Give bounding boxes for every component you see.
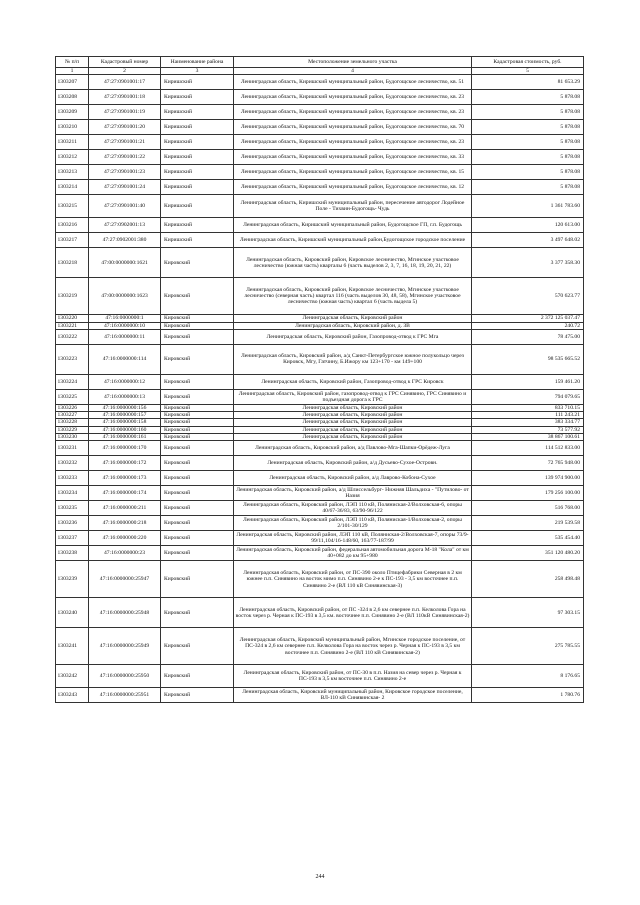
cell-location: Ленинградская область, Кировский муниципальный район, Мгинское городское поселение, от ПС-324 в 2,6 км севернее п.п. Келколова Гора на восток через р. Черная к ПС-193 в 3,5 км восточнее п.п. Синявино 2-е (ВЛ 110 кВ Синявинская-2) <box>234 628 472 665</box>
cell-cost: 219 539.58 <box>472 516 584 531</box>
cell-cadastral-number: 47:16:0000000:218 <box>89 516 161 531</box>
table-row <box>56 546 584 561</box>
cell-location: Ленинградская область, Киришский муниципальный район, Будогощское лесничество, кв. 23 <box>234 105 472 120</box>
cell-cadastral-number: 47:16:0000000:25949 <box>89 628 161 665</box>
cell-row-number: 1303209 <box>56 105 89 120</box>
table-row <box>56 278 584 315</box>
cell-row-number: 1303236 <box>56 516 89 531</box>
table-body <box>56 75 584 703</box>
header-cadastral-number: Кадастровый номер <box>89 57 161 68</box>
cadastral-table <box>55 56 584 703</box>
table-row <box>56 404 584 411</box>
table-row <box>56 441 584 456</box>
table-row <box>56 150 584 165</box>
cell-row-number: 1303219 <box>56 278 89 315</box>
table-row <box>56 419 584 426</box>
cell-district: Кировский <box>161 374 234 389</box>
table-row <box>56 315 584 322</box>
cell-row-number: 1303226 <box>56 404 89 411</box>
cell-row-number: 1303228 <box>56 419 89 426</box>
cell-row-number: 1303208 <box>56 90 89 105</box>
cell-cost: 1 361 783.60 <box>472 195 584 218</box>
cell-district: Киришский <box>161 218 234 233</box>
cell-cost: 275 785.55 <box>472 628 584 665</box>
cell-row-number: 1303221 <box>56 322 89 329</box>
cell-cost: 570 623.77 <box>472 278 584 315</box>
cell-cost: 2 372 125 037.47 <box>472 315 584 322</box>
cell-district: Кировский <box>161 665 234 688</box>
cell-cost: 1 780.76 <box>472 688 584 703</box>
cell-cost: 258 498.48 <box>472 561 584 598</box>
table-row <box>56 688 584 703</box>
cell-cadastral-number: 47:16:0000000:174 <box>89 486 161 501</box>
cell-location: Ленинградская область, Кировский район, ЛЭП 110 кВ, Поляниская-2/Волховская-6, опоры 40/67-36/83, 63/90-96/122 <box>234 501 472 516</box>
cell-location: Ленинградская область, Киришский муниципальный район, Будогощское лесничество, кв. 51 <box>234 75 472 90</box>
cell-cost: 5 878.08 <box>472 165 584 180</box>
table-row <box>56 426 584 433</box>
cell-cadastral-number: 47:27:0901001:19 <box>89 105 161 120</box>
cell-cadastral-number: 47:16:0000000:158 <box>89 419 161 426</box>
cell-cadastral-number: 47:27:0902001:380 <box>89 233 161 248</box>
cell-row-number: 1303233 <box>56 471 89 486</box>
cell-district: Кировский <box>161 628 234 665</box>
cell-cadastral-number: 47:27:0901001:22 <box>89 150 161 165</box>
table-row <box>56 233 584 248</box>
cell-district: Киришский <box>161 105 234 120</box>
cell-cost: 114 512 833.00 <box>472 441 584 456</box>
cell-cadastral-number: 47:16:0000000:23 <box>89 546 161 561</box>
cell-cadastral-number: 47:27:0902001:13 <box>89 218 161 233</box>
cell-location: Ленинградская область, Кировский район, ЛЭП 110 кВ, Поляниская-2/Волховская-7, опоры 73/9-99/11,104/16-148/60, 163/77-187/99 <box>234 531 472 546</box>
cell-location: Ленинградская область, Кировский район, д. ЗВ <box>234 322 472 329</box>
table-row <box>56 322 584 329</box>
cell-cost: 73 577.92 <box>472 426 584 433</box>
cell-cost: 794 079.65 <box>472 389 584 404</box>
cell-cadastral-number: 47:00:0000000:1623 <box>89 278 161 315</box>
cell-cost: 516 768.00 <box>472 501 584 516</box>
table-row <box>56 344 584 374</box>
table-row <box>56 412 584 419</box>
cell-cadastral-number: 47:16:0000000:220 <box>89 531 161 546</box>
cell-row-number: 1303216 <box>56 218 89 233</box>
cell-cadastral-number: 47:16:0000000:170 <box>89 441 161 456</box>
cell-cost: 78 475.00 <box>472 329 584 344</box>
cell-cost: 833 710.15 <box>472 404 584 411</box>
cell-row-number: 1303231 <box>56 441 89 456</box>
header-cost: Кадастровая стоимость, руб. <box>472 57 584 68</box>
cell-row-number: 1303243 <box>56 688 89 703</box>
cell-row-number: 1303217 <box>56 233 89 248</box>
cell-cost: 159 461.20 <box>472 374 584 389</box>
table-row <box>56 434 584 441</box>
cell-cost: 351 120 480.20 <box>472 546 584 561</box>
cell-cadastral-number: 47:16:0000000:13 <box>89 389 161 404</box>
cell-cost: 3 497 648.02 <box>472 233 584 248</box>
cell-location: Ленинградская область, Кировский район <box>234 419 472 426</box>
cell-district: Кировский <box>161 598 234 628</box>
cell-cadastral-number: 47:16:0000000:157 <box>89 412 161 419</box>
cell-district: Кировский <box>161 426 234 433</box>
table-row <box>56 218 584 233</box>
cell-location: Ленинградская область, Кировский район, а/д Лаврово-Кобона-Сухое <box>234 471 472 486</box>
table-row <box>56 501 584 516</box>
cell-location: Ленинградская область, Кировский район <box>234 434 472 441</box>
cell-location: Ленинградская область, Киришский муниципальный район, Будогощское ГП, г.п. Будогощь <box>234 218 472 233</box>
cell-cadastral-number: 47:16:0000000:114 <box>89 344 161 374</box>
cell-row-number: 1303211 <box>56 135 89 150</box>
cell-row-number: 1303222 <box>56 329 89 344</box>
column-number: 3 <box>161 68 234 75</box>
table-row <box>56 389 584 404</box>
cell-cadastral-number: 47:27:0901001:17 <box>89 75 161 90</box>
cell-cadastral-number: 47:16:0000000:1 <box>89 315 161 322</box>
cell-row-number: 1303207 <box>56 75 89 90</box>
cell-location: Ленинградская область, Кировский район <box>234 404 472 411</box>
cell-district: Киришский <box>161 195 234 218</box>
table-row <box>56 598 584 628</box>
cell-district: Кировский <box>161 434 234 441</box>
cell-district: Киришский <box>161 180 234 195</box>
page-number: 244 <box>315 874 325 880</box>
cell-location: Ленинградская область, Кировский район, от ПС-390 около Птицефабрики Северная в 2 км южнее п.п. Синявино на восток мимо п.п. Синявино 2-е к ПС-193 - 3,5 км восточнее п.п. Синявино 2-е (ВЛ 110 кВ Синявинская-3) <box>234 561 472 598</box>
cell-location: Ленинградская область, Кировский район, Кировское лесничество, Мгинское участковое лесничество (северная часть) квартал 116 (часть выделов 30, 48, 58), Мгинское участковое лесничество (южная часть) квартал 6 (часть выдела 5) <box>234 278 472 315</box>
table-row <box>56 561 584 598</box>
cell-cadastral-number: 47:27:0901001:23 <box>89 165 161 180</box>
cell-cadastral-number: 47:16:0000000:211 <box>89 501 161 516</box>
cell-location: Ленинградская область, Кировский муниципальный район, Кировское городское поселение, ВЛ-110 кВ Синявинская- 2 <box>234 688 472 703</box>
cell-row-number: 1303235 <box>56 501 89 516</box>
cell-cadastral-number: 47:16:0000000:10 <box>89 322 161 329</box>
cell-row-number: 1303232 <box>56 456 89 471</box>
cell-cost: 179 256 100.00 <box>472 486 584 501</box>
cell-cost: 5 878.08 <box>472 105 584 120</box>
cell-row-number: 1303239 <box>56 561 89 598</box>
table-row <box>56 486 584 501</box>
cell-location: Ленинградская область, Кировский район, а/д Санкт-Петербургское южное полукольцо через Кировск, Мгу, Гатчину, Б.Ижору км 123+170 - км 149+100 <box>234 344 472 374</box>
table-row <box>56 90 584 105</box>
cell-cost: 240.72 <box>472 322 584 329</box>
table-row <box>56 665 584 688</box>
cell-district: Кировский <box>161 404 234 411</box>
table-header-row <box>56 57 584 68</box>
table-row <box>56 456 584 471</box>
cell-row-number: 1303242 <box>56 665 89 688</box>
table-row <box>56 628 584 665</box>
cell-district: Кировский <box>161 322 234 329</box>
column-number: 5 <box>472 68 584 75</box>
cell-location: Ленинградская область, Кировский район, Газопровод-отвод к ГРС Мга <box>234 329 472 344</box>
cell-district: Киришский <box>161 135 234 150</box>
cell-row-number: 1303210 <box>56 120 89 135</box>
table-row <box>56 135 584 150</box>
cell-cadastral-number: 47:16:0000000:172 <box>89 456 161 471</box>
cell-district: Киришский <box>161 90 234 105</box>
cell-cost: 98 535 665.52 <box>472 344 584 374</box>
cell-location: Ленинградская область, Кировский район <box>234 315 472 322</box>
cell-location: Ленинградская область, Кировский район, газопровод-отвод к ГРС Синявино, ГРС Синявино и подъездная дорога к ГРС <box>234 389 472 404</box>
cell-row-number: 1303212 <box>56 150 89 165</box>
cell-row-number: 1303224 <box>56 374 89 389</box>
table-row <box>56 180 584 195</box>
table-row <box>56 120 584 135</box>
cell-location: Ленинградская область, Киришский муниципальный район, Будогощское лесничество, кв. 70 <box>234 120 472 135</box>
column-number: 1 <box>56 68 89 75</box>
cell-cadastral-number: 47:16:0000000:161 <box>89 434 161 441</box>
cell-row-number: 1303230 <box>56 434 89 441</box>
cell-district: Кировский <box>161 315 234 322</box>
cell-location: Ленинградская область, Киришский муниципальный район, Будогощское лесничество, кв. 23 <box>234 135 472 150</box>
cell-district: Кировский <box>161 546 234 561</box>
cell-row-number: 1303238 <box>56 546 89 561</box>
cell-cost: 535 454.40 <box>472 531 584 546</box>
cell-district: Киришский <box>161 120 234 135</box>
cell-location: Ленинградская область, Кировский район, Кировское лесничество, Мгинское участковое лесничество (южная часть) кварталы 6 (часть выделов 2, 3, 7, 16, 18, 19, 20, 21, 22) <box>234 248 472 278</box>
cell-location: Ленинградская область, Киришский муниципальный район,Будогощское городское поселение <box>234 233 472 248</box>
cell-district: Кировский <box>161 456 234 471</box>
cell-cost: 81 653.29 <box>472 75 584 90</box>
column-number-row <box>56 68 584 75</box>
document-page <box>55 56 583 703</box>
cell-location: Ленинградская область, Кировский район <box>234 412 472 419</box>
cell-row-number: 1303220 <box>56 315 89 322</box>
cell-cost: 111 243.21 <box>472 412 584 419</box>
cell-cadastral-number: 47:16:0000000:25948 <box>89 598 161 628</box>
cell-cadastral-number: 47:27:0901001:18 <box>89 90 161 105</box>
cell-row-number: 1303227 <box>56 412 89 419</box>
cell-row-number: 1303237 <box>56 531 89 546</box>
table-row <box>56 531 584 546</box>
cell-district: Кировский <box>161 329 234 344</box>
cell-cost: 5 878.08 <box>472 90 584 105</box>
cell-row-number: 1303213 <box>56 165 89 180</box>
header-location: Местоположение земельного участка <box>234 57 472 68</box>
cell-cost: 139 974 900.00 <box>472 471 584 486</box>
cell-location: Ленинградская область, Кировский район, а/д Павлово-Мга-Шапки-Орёдеж-Луга <box>234 441 472 456</box>
cell-cost: 5 878.08 <box>472 135 584 150</box>
cell-cost: 5 878.08 <box>472 120 584 135</box>
table-row <box>56 329 584 344</box>
cell-cadastral-number: 47:00:0000000:1621 <box>89 248 161 278</box>
cell-cost: 38 867 100.61 <box>472 434 584 441</box>
cell-cadastral-number: 47:16:0000000:11 <box>89 329 161 344</box>
cell-row-number: 1303229 <box>56 426 89 433</box>
cell-district: Кировский <box>161 441 234 456</box>
cell-cadastral-number: 47:16:0000000:160 <box>89 426 161 433</box>
cell-location: Ленинградская область, Киришский муниципальный район, Будогощское лесничество, кв. 33 <box>234 150 472 165</box>
cell-cost: 383 334.77 <box>472 419 584 426</box>
cell-cadastral-number: 47:27:0901001:40 <box>89 195 161 218</box>
cell-district: Кировский <box>161 471 234 486</box>
cell-cadastral-number: 47:16:0000000:25950 <box>89 665 161 688</box>
cell-location: Ленинградская область, Кировский район, от ПС -324 в 2,6 км севернее п.п. Келколова Гора на восток через р. Черная к ПС-193 в 3,5 км. восточнее п.п. Синявино 2-е (ВЛ 110кВ Синявинская-2) <box>234 598 472 628</box>
cell-district: Киришский <box>161 150 234 165</box>
cell-location: Ленинградская область, Кировский район, от ПС-30 в п.п. Назия на север через р. Черная к ПС-193 в 3,5 км восточнее п.п. Синявино 2-е <box>234 665 472 688</box>
cell-cadastral-number: 47:16:0000000:12 <box>89 374 161 389</box>
cell-cost: 97 303.15 <box>472 598 584 628</box>
cell-row-number: 1303225 <box>56 389 89 404</box>
cell-cadastral-number: 47:16:0000000:173 <box>89 471 161 486</box>
header-district: Наименование района <box>161 57 234 68</box>
cell-row-number: 1303215 <box>56 195 89 218</box>
cell-location: Ленинградская область, Киришский муниципальный район, Будогощское лесничество, кв. 23 <box>234 90 472 105</box>
cell-cost: 120 613.00 <box>472 218 584 233</box>
cell-location: Ленинградская область, Кировский район, ЛЭП 110 кВ, Поляниская-1/Волховская-2, опоры 2/101-30/129 <box>234 516 472 531</box>
cell-cost: 8 176.65 <box>472 665 584 688</box>
cell-cost: 72 765 948.00 <box>472 456 584 471</box>
table-row <box>56 248 584 278</box>
cell-district: Кировский <box>161 531 234 546</box>
cell-cost: 3 377 358.30 <box>472 248 584 278</box>
cell-location: Ленинградская область, Киришский муниципальный район, пересечение автодорог Лодейное Поле - Тихвин-Будогощь- Чудь <box>234 195 472 218</box>
table-row <box>56 471 584 486</box>
column-number: 4 <box>234 68 472 75</box>
cell-row-number: 1303218 <box>56 248 89 278</box>
cell-district: Кировский <box>161 389 234 404</box>
cell-district: Кировский <box>161 278 234 315</box>
table-row <box>56 374 584 389</box>
cell-district: Кировский <box>161 486 234 501</box>
cell-district: Киришский <box>161 233 234 248</box>
cell-location: Ленинградская область, Кировский район, а/д Шлиссельбург- Нижняя Шальдиха - "Путилово- от Назия <box>234 486 472 501</box>
table-row <box>56 516 584 531</box>
cell-location: Ленинградская область, Кировский район, федеральная автомобильная дорога М-18 "Кола" от км 40+082 до км 95+980 <box>234 546 472 561</box>
cell-cadastral-number: 47:27:0901001:21 <box>89 135 161 150</box>
cell-district: Кировский <box>161 688 234 703</box>
table-row <box>56 195 584 218</box>
table-row <box>56 105 584 120</box>
cell-location: Ленинградская область, Кировский район, а/д Дусьево-Сухое-Островн. <box>234 456 472 471</box>
header-num: № п/п <box>56 57 89 68</box>
cell-cadastral-number: 47:27:0901001:20 <box>89 120 161 135</box>
column-number: 2 <box>89 68 161 75</box>
cell-district: Кировский <box>161 412 234 419</box>
cell-cadastral-number: 47:27:0901001:24 <box>89 180 161 195</box>
cell-cadastral-number: 47:16:0000000:156 <box>89 404 161 411</box>
table-row <box>56 165 584 180</box>
cell-location: Ленинградская область, Кировский район, Газопровод-отвод к ГРС Кировск <box>234 374 472 389</box>
cell-cost: 5 878.08 <box>472 150 584 165</box>
cell-row-number: 1303234 <box>56 486 89 501</box>
cell-district: Киришский <box>161 75 234 90</box>
cell-district: Кировский <box>161 419 234 426</box>
cell-row-number: 1303223 <box>56 344 89 374</box>
cell-cadastral-number: 47:16:0000000:25947 <box>89 561 161 598</box>
cell-row-number: 1303241 <box>56 628 89 665</box>
cell-row-number: 1303214 <box>56 180 89 195</box>
table-row <box>56 75 584 90</box>
cell-district: Кировский <box>161 516 234 531</box>
cell-location: Ленинградская область, Кировский район <box>234 426 472 433</box>
cell-district: Кировский <box>161 248 234 278</box>
cell-district: Кировский <box>161 501 234 516</box>
cell-district: Кировский <box>161 344 234 374</box>
cell-location: Ленинградская область, Киришский муниципальный район, Будогощское лесничество, кв. 15 <box>234 165 472 180</box>
cell-district: Кировский <box>161 561 234 598</box>
cell-district: Киришский <box>161 165 234 180</box>
cell-row-number: 1303240 <box>56 598 89 628</box>
cell-location: Ленинградская область, Киришский муниципальный район, Будогощское лесничество, кв. 12 <box>234 180 472 195</box>
cell-cost: 5 878.08 <box>472 180 584 195</box>
cell-cadastral-number: 47:16:0000000:25951 <box>89 688 161 703</box>
